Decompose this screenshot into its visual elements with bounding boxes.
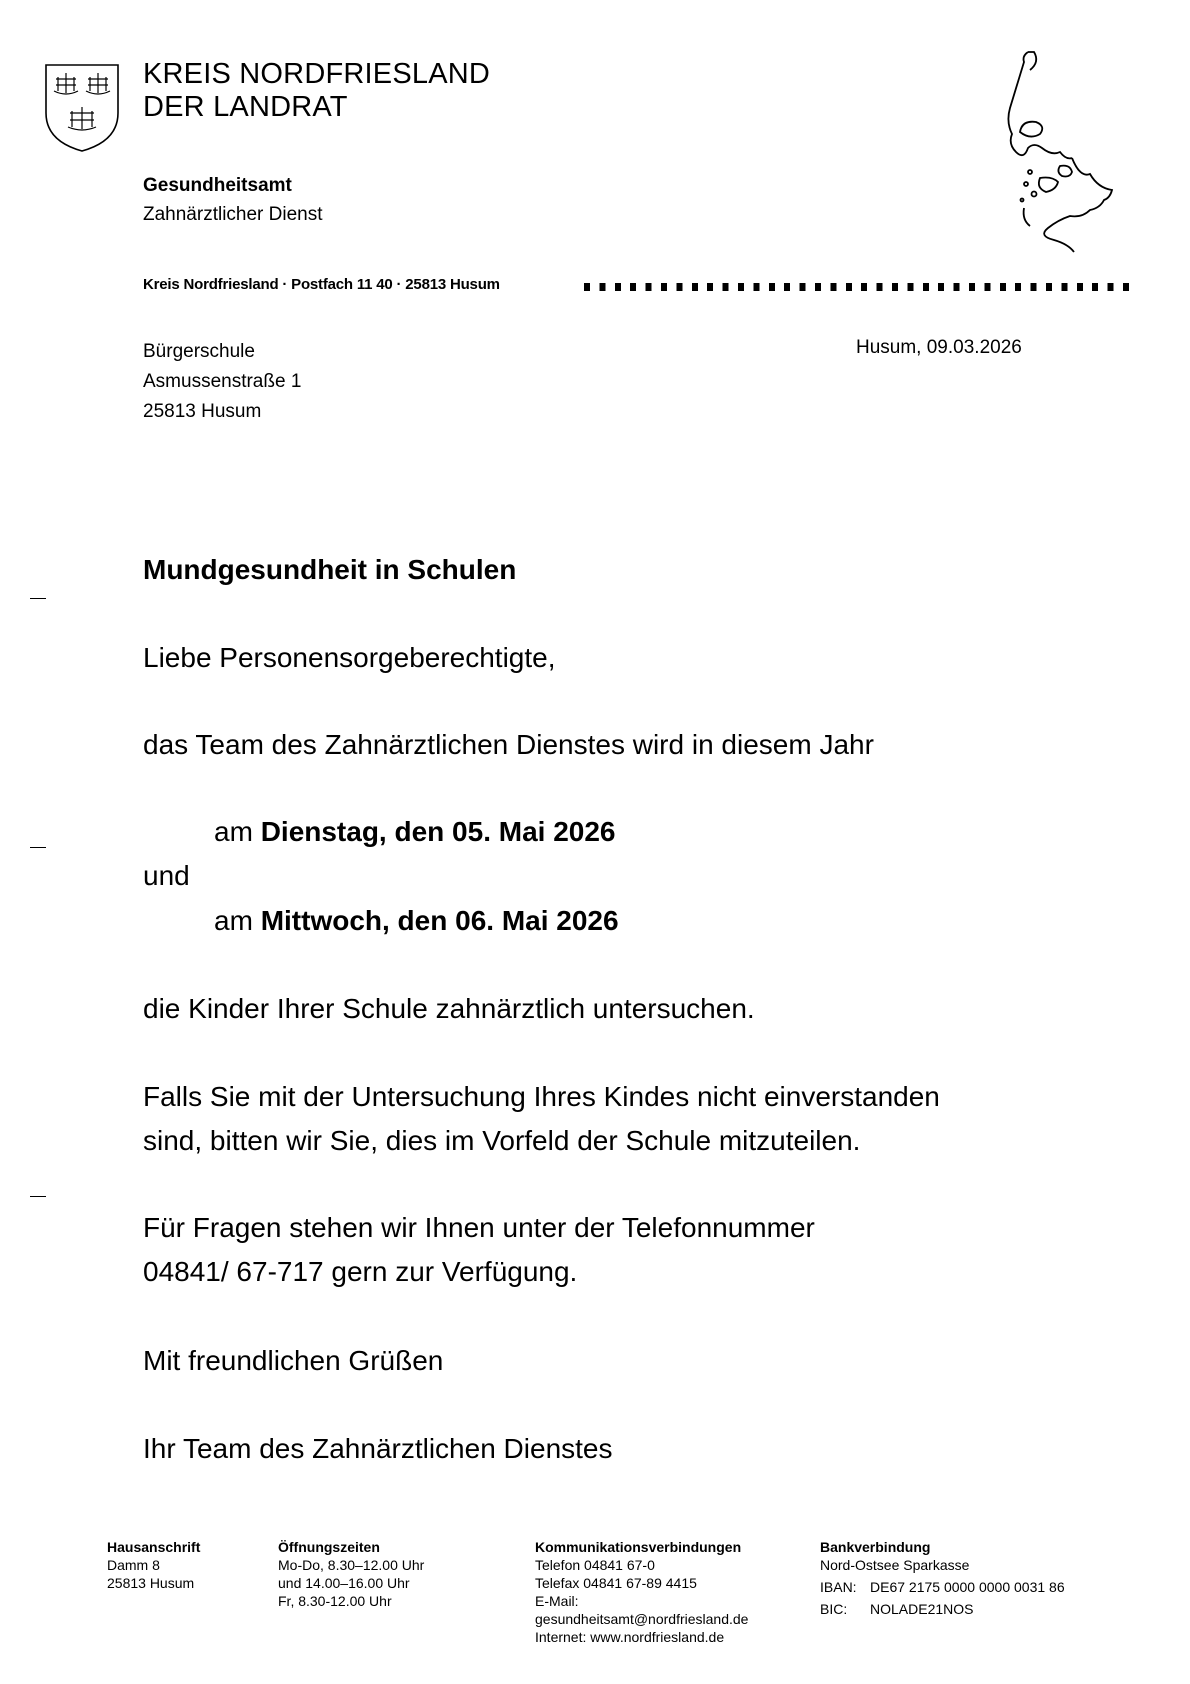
footer-email-label: E-Mail:	[535, 1593, 579, 1609]
recipient-address	[143, 337, 301, 427]
and-text: und	[143, 860, 190, 891]
department-block	[143, 171, 323, 229]
footer-heading: Öffnungszeiten	[278, 1539, 380, 1555]
bic-row	[820, 1600, 1065, 1618]
exam-date-2-text: Mittwoch, den 06. Mai 2026	[260, 905, 619, 936]
recipient-street: Asmussenstraße 1	[143, 371, 302, 392]
organization-name	[143, 58, 490, 124]
fold-mark	[30, 598, 46, 599]
iban-row	[820, 1578, 1065, 1596]
bank-name: Nord-Ostsee Sparkasse	[820, 1557, 970, 1573]
paragraph-line: Falls Sie mit der Untersuchung Ihres Kindes nicht einverstanden	[143, 1081, 940, 1112]
letter-subject: Mundgesundheit in Schulen	[143, 554, 517, 585]
paragraph-line: sind, bitten wir Sie, dies im Vorfeld der Schule mitzuteilen.	[143, 1125, 861, 1156]
footer-line: Mo-Do, 8.30–12.00 Uhr	[278, 1557, 425, 1573]
footer-email-link[interactable]: gesundheitsamt@nordfriesland.de	[535, 1611, 749, 1627]
footer-bank	[820, 1538, 1065, 1618]
salutation: Liebe Personensorgeberechtigte,	[143, 642, 556, 673]
nordfriesland-map-icon	[1000, 48, 1128, 256]
intro-text: das Team des Zahnärztlichen Dienstes wird in diesem Jahr	[143, 729, 874, 760]
footer-address	[107, 1538, 200, 1592]
recipient-city: 25813 Husum	[143, 401, 262, 422]
bic-label: BIC:	[820, 1601, 848, 1617]
department-name: Gesundheitsamt	[143, 175, 292, 196]
paragraph-line: Für Fragen stehen wir Ihnen unter der Telefonnummer	[143, 1212, 815, 1243]
signature: Ihr Team des Zahnärztlichen Dienstes	[143, 1433, 613, 1464]
footer-line: Damm 8	[107, 1557, 160, 1573]
footer-heading: Bankverbindung	[820, 1539, 931, 1555]
exam-date-2	[214, 904, 619, 938]
division-name: Zahnärztlicher Dienst	[143, 204, 323, 225]
exam-text: die Kinder Ihrer Schule zahnärztlich untersuchen.	[143, 993, 755, 1024]
iban-value: DE67 2175 0000 0000 0031 86	[870, 1579, 1065, 1595]
footer-phone: Telefon 04841 67-0	[535, 1557, 655, 1573]
coat-of-arms-icon	[44, 63, 120, 153]
org-line-2: DER LANDRAT	[143, 91, 348, 123]
letter-date: Husum, 09.03.2026	[856, 337, 1022, 358]
date-prefix: am	[214, 816, 261, 847]
footer-heading: Kommunikationsverbindungen	[535, 1539, 742, 1555]
footer-heading: Hausanschrift	[107, 1539, 201, 1555]
closing: Mit freundlichen Grüßen	[143, 1345, 444, 1376]
iban-label: IBAN:	[820, 1579, 857, 1595]
punch-mark	[30, 847, 46, 848]
date-prefix: am	[214, 905, 261, 936]
fold-mark	[30, 1196, 46, 1197]
paragraph-line: 04841/ 67-717 gern zur Verfügung.	[143, 1256, 578, 1287]
bic-value: NOLADE21NOS	[870, 1601, 974, 1617]
exam-date-1-text: Dienstag, den 05. Mai 2026	[260, 816, 616, 847]
footer-contact	[535, 1538, 748, 1646]
address-field-divider	[584, 283, 1137, 291]
exam-date-1	[214, 815, 616, 849]
objection-paragraph	[143, 1080, 940, 1158]
footer-fax: Telefax 04841 67-89 4415	[535, 1575, 697, 1591]
footer-line: Fr, 8.30-12.00 Uhr	[278, 1593, 392, 1609]
footer-line: 25813 Husum	[107, 1575, 195, 1591]
sender-line: Kreis Nordfriesland · Postfach 11 40 · 25813 Husum	[143, 276, 500, 293]
contact-paragraph	[143, 1211, 815, 1289]
org-line-1: KREIS NORDFRIESLAND	[143, 58, 491, 90]
recipient-name: Bürgerschule	[143, 341, 255, 362]
footer-hours	[278, 1538, 424, 1610]
footer-line: und 14.00–16.00 Uhr	[278, 1575, 410, 1591]
footer-website-link[interactable]: Internet: www.nordfriesland.de	[535, 1629, 725, 1645]
